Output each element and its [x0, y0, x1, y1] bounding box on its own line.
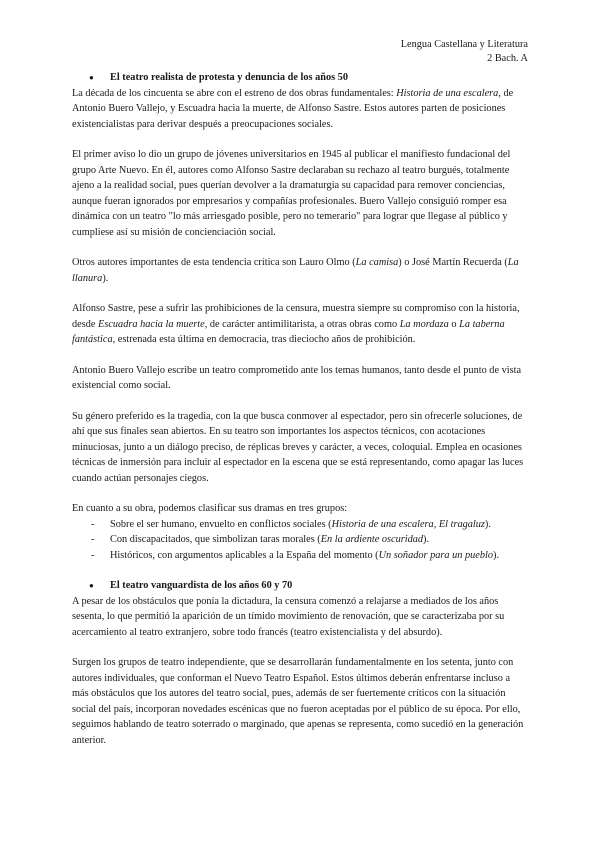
list-item: - Con discapacitados, que simbolizan taras morales (En la ardiente oscuridad). [72, 532, 528, 548]
course-label: 2 Bach. A [487, 53, 528, 64]
subject-label: Lengua Castellana y Literatura [400, 39, 528, 50]
paragraph-renovation: A pesar de los obstáculos que ponía la dictadura, la censura comenzó a relajarse a mediados de los años sesenta, lo que permitió la aparición de un tímido movimiento de renovación, que se caracterizaba por su acercamiento al teatro extranjero, sobre todo francés (teatro existencialista y del absurdo). [72, 595, 505, 638]
page-header [401, 38, 528, 66]
paragraph-independent-groups: Surgen los grupos de teatro independiente, que se desarrollarán fundamentalmente en los setenta, junto con autores individuales, que conforman el Nuevo Teatro Español. Estos últimos deberán enfrentarse incluso a más obstáculos que los autores del teatro social, pues, además de ser fuertemente críticos con la situación social del país, incorporan novedades escénicas que no fueron aceptadas por el público de su época. Por ello, seguimos hablando de teatro soterrado o marginado, que apenas se representa, como sucedió en la generación anterior. [72, 657, 524, 746]
paragraph-other-authors: Otros autores importantes de esta tendencia crítica son Lauro Olmo (La camisa) o José Martín Recuerda (La llanura). [72, 257, 519, 284]
list-item: - Sobre el ser humano, envuelto en conflictos sociales (Historia de una escalera, El tragaluz). [72, 517, 528, 533]
paragraph-buero-vallejo: Antonio Buero Vallejo escribe un teatro comprometido ante los temas humanos, tanto desde el punto de vista existencial como social. [72, 364, 522, 391]
section-heading-realist-theatre: ● El teatro realista de protesta y denuncia de los años 50 [72, 70, 528, 86]
section-heading-avant-garde-theatre: ● El teatro vanguardista de los años 60 y 70 [72, 578, 528, 594]
list-item: - Históricos, con argumentos aplicables a la España del momento (Un soñador para un pueblo). [72, 548, 528, 564]
document-body [72, 70, 528, 763]
paragraph-arte-nuevo: El primer aviso lo dio un grupo de jóvenes universitarios en 1945 al publicar el manifiesto fundacional del grupo Arte Nuevo. En él, autores como Alfonso Sastre declaraban su rechazo al teatro burgués, totalmente ajeno a la realidad social, pues querían devolver a la dramaturgia su capacidad para remover conciencias, aunque fueran ignorados por empresarios y compañías profesionales. Buero Vallejo consiguió romper esa dinámica con un teatro "lo más arriesgado posible, pero no temerario" para lograr que llegase al público y cumpliese así su misión de concienciación social. [72, 149, 511, 238]
paragraph-alfonso-sastre: Alfonso Sastre, pese a sufrir las prohibiciones de la censura, muestra siempre su compromiso con la historia, desde Escuadra hacia la muerte, de carácter antimilitarista, a otras obras como La mordaza o La taberna fantástica, estrenada esta última en democracia, tras dieciocho años de prohibición. [72, 303, 520, 345]
paragraph-tragedy: Su género preferido es la tragedia, con la que busca conmover al espectador, pero sin ofrecerle soluciones, de ahí que sus finales sean abiertos. En su teatro son importantes los aspectos técnicos, con acotaciones minuciosas, junto a un diálogo preciso, de réplicas breves y carácter, a veces, coloquial. Emplea en ocasiones técnicas de inmersión para incluir al espectador en la escena que se está representando, como apagar las luces cuando actúan personajes ciegos. [72, 410, 524, 484]
works-list [72, 517, 528, 564]
paragraph-intro: La década de los cincuenta se abre con el estreno de dos obras fundamentales: Historia de una escalera, de Antonio Buero Vallejo, y Escuadra hacia la muerte, de Alfonso Sastre. Estos autores parten de posiciones existencialistas para derivar después a preocupaciones sociales. [72, 87, 514, 130]
paragraph-classification: En cuanto a su obra, podemos clasificar sus dramas en tres grupos: [72, 503, 348, 514]
